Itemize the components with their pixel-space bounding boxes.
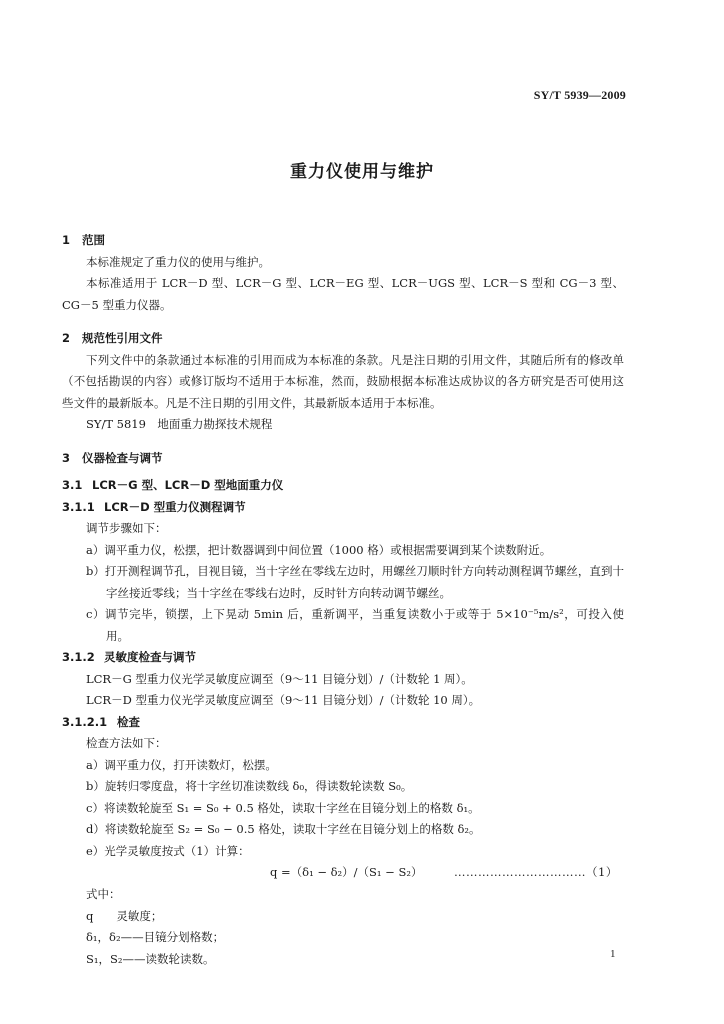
section-3-heading — [62, 448, 624, 470]
section-number: 2 — [62, 331, 71, 345]
formula-1 — [62, 862, 624, 884]
section-title: 灵敏度检查与调节 — [104, 650, 196, 664]
section-title: 检查 — [117, 714, 140, 729]
section-number: 3.1.2 — [62, 650, 95, 664]
variable-definition: S₁，S₂——读数轮读数。 — [86, 951, 215, 966]
section-title: 仪器检查与调节 — [82, 450, 163, 465]
list-item: b）旋转归零度盘，将十字丝切准读数线 δ₀，得读数轮读数 S₀。 — [86, 779, 413, 793]
paragraph: 检查方法如下： — [86, 736, 167, 750]
section-number: 3 — [62, 450, 71, 465]
standard-code: SY/T 5939—2009 — [533, 88, 626, 102]
section-title: 规范性引用文件 — [82, 331, 163, 345]
where-label: 式中： — [86, 887, 121, 901]
list-item: a）调平重力仪，打开读数灯，松摆。 — [86, 757, 277, 772]
section-2-heading — [62, 328, 624, 350]
section-1-heading — [62, 230, 624, 252]
section-3-1-1-heading — [62, 497, 624, 519]
list-item: b）打开测程调节孔，目视目镜，当十字丝在零线左边时，用螺丝刀顺时针方向转动测程调节螺丝，直到十字丝接近零线；当十字丝在零线右边时，反时针方向转动调节螺丝。 — [86, 564, 624, 600]
list-item: d）将读数轮旋至 S₂ = S₀ − 0.5 格处，读取十字丝在目镜分划上的格数 δ₂。 — [86, 822, 481, 836]
paragraph: 调节步骤如下： — [86, 521, 167, 535]
paragraph: LCR－G 型重力仪光学灵敏度应调至（9～11 目镜分划）/（计数轮 1 周）。 — [86, 671, 473, 686]
list-item: c）将读数轮旋至 S₁ = S₀ + 0.5 格处，读取十字丝在目镜分划上的格数 δ₁。 — [86, 800, 480, 815]
list-item: a）调平重力仪，松摆，把计数器调到中间位置（1000 格）或根据需要调到某个读数附近。 — [86, 542, 552, 557]
section-title: LCR－G 型、LCR－D 型地面重力仪 — [92, 478, 284, 492]
paragraph: 本标准规定了重力仪的使用与维护。 — [86, 254, 270, 269]
page-number: 1 — [610, 948, 616, 960]
section-number: 1 — [62, 233, 71, 247]
formula-number: ……………………………（1） — [454, 865, 618, 879]
section-3-1-heading — [62, 475, 624, 497]
paragraph: LCR－D 型重力仪光学灵敏度应调至（9～11 目镜分划）/（计数轮 10 周）。 — [86, 693, 481, 707]
document-title: 重力仪使用与维护 — [290, 162, 434, 182]
normative-reference: SY/T 5819 地面重力勘探技术规程 — [86, 417, 273, 431]
section-number: 3.1.2.1 — [62, 714, 108, 729]
section-title: 范围 — [82, 233, 105, 247]
paragraph: 本标准适用于 LCR－D 型、LCR－G 型、LCR－EG 型、LCR－UGS 型、LCR－S 型和 CG－3 型、CG－5 型重力仪器。 — [62, 276, 624, 312]
section-title: LCR－D 型重力仪测程调节 — [104, 499, 246, 514]
section-number: 3.1.1 — [62, 499, 95, 514]
section-3-1-2-1-heading — [62, 712, 624, 734]
paragraph: 下列文件中的条款通过本标准的引用而成为本标准的条款。凡是注日期的引用文件，其随后所有的修改单（不包括勘误的内容）或修订版均不适用于本标准，然而，鼓励根据本标准达成协议的各方研究是否可使用这些文件的最新版本。凡是不注日期的引用文件，其最新版本适用于本标准。 — [62, 352, 624, 410]
list-item: e）光学灵敏度按式（1）计算： — [86, 843, 250, 858]
variable-definition: δ₁，δ₂——目镜分划格数； — [86, 930, 225, 944]
variable-definition: q 灵敏度； — [86, 908, 163, 923]
document-body — [62, 224, 624, 970]
section-number: 3.1 — [62, 478, 83, 492]
list-item: c）调节完毕，锁摆，上下晃动 5min 后，重新调平，当重复读数小于或等于 5×10⁻⁵m/s²，可投入使用。 — [86, 607, 624, 643]
section-3-1-2-heading — [62, 647, 624, 669]
formula-expression: q =（δ₁ − δ₂）/（S₁ − S₂） — [270, 865, 423, 879]
